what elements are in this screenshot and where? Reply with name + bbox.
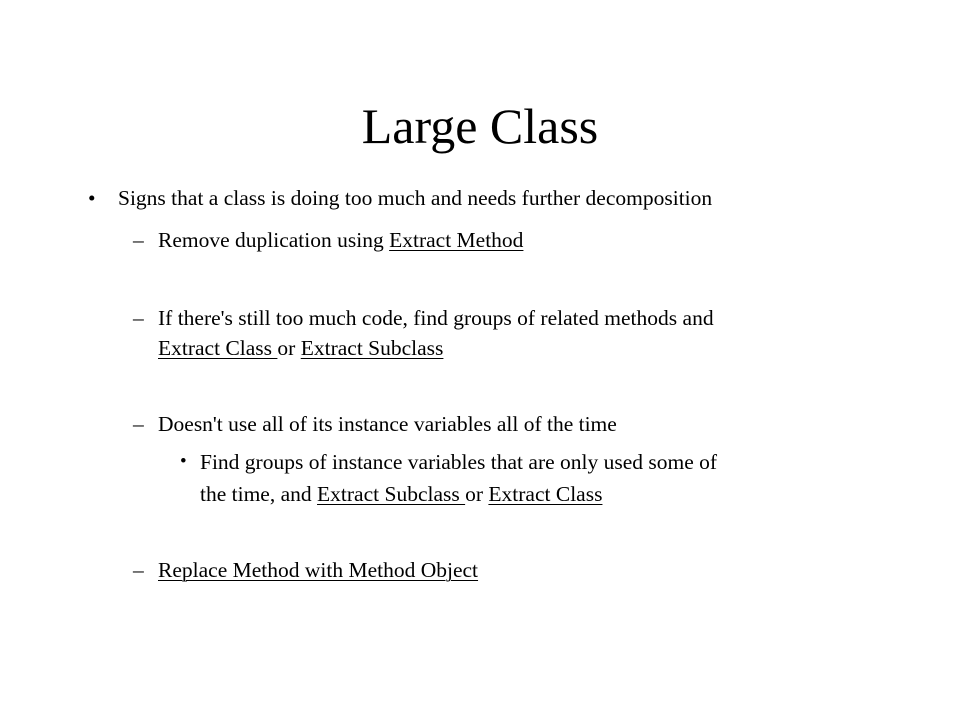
extract-method-link[interactable]: Extract Method <box>389 228 524 252</box>
replace-method-with-method-object-link[interactable]: Replace Method with Method Object <box>158 558 479 582</box>
subsub-find-groups-line1: Find groups of instance variables that are only used some of <box>200 450 718 474</box>
dash-marker: – <box>133 558 144 582</box>
dash-marker: – <box>133 306 144 330</box>
subsub-find-groups-line2 <box>200 480 602 508</box>
sub-remove-duplication <box>158 226 523 254</box>
extract-class-link[interactable]: Extract Class <box>488 482 603 506</box>
or-text: or <box>465 482 489 506</box>
sub-replace-method <box>158 556 478 584</box>
or-text: or <box>277 336 301 360</box>
bullet-marker: • <box>180 451 187 472</box>
sub-instance-variables: Doesn't use all of its instance variables all of the time <box>158 412 617 436</box>
dash-marker: – <box>133 228 144 252</box>
extract-class-link[interactable]: Extract Class <box>158 336 278 360</box>
dash-marker: – <box>133 412 144 436</box>
extract-subclass-link[interactable]: Extract Subclass <box>317 482 466 506</box>
sub-still-too-much-line2 <box>158 334 443 362</box>
bullet-marker: • <box>88 186 96 210</box>
sub-remove-duplication-text: Remove duplication using <box>158 228 390 252</box>
subsub-prefix-text: the time, and <box>200 482 318 506</box>
slide-title: Large Class <box>361 98 599 154</box>
bullet-signs: Signs that a class is doing too much and needs further decomposition <box>118 186 713 210</box>
sub-still-too-much-line1: If there's still too much code, find groups of related methods and <box>158 306 714 330</box>
extract-subclass-link[interactable]: Extract Subclass <box>300 336 444 360</box>
